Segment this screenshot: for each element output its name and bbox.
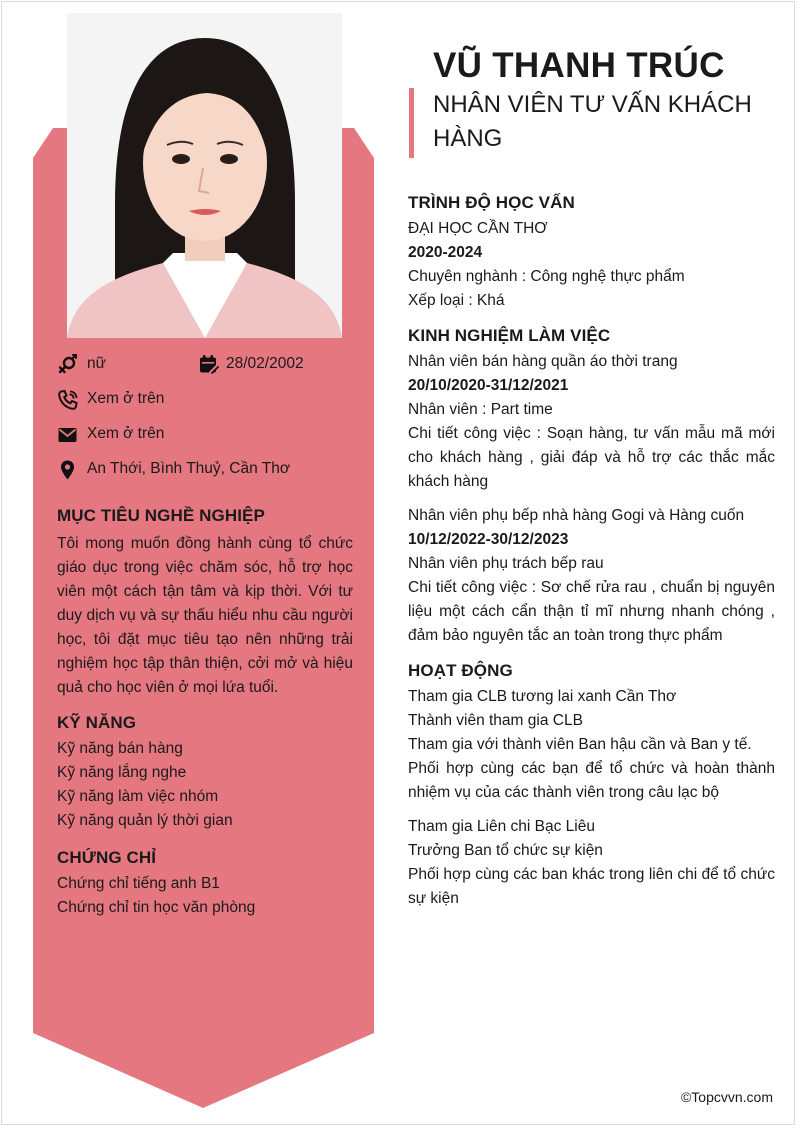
experience-item xyxy=(408,350,775,494)
education-school: ĐẠI HỌC CẦN THƠ xyxy=(408,220,548,237)
experience-company: Nhân viên bán hàng quần áo thời trang xyxy=(408,353,678,370)
activity-name: Tham gia Liên chi Bạc Liêu xyxy=(408,818,595,835)
skills-heading: KỸ NĂNG xyxy=(57,713,137,732)
profile-photo xyxy=(67,13,342,338)
gender-icon xyxy=(57,354,79,376)
experience-detail: Chi tiết công việc : Soạn hàng, tư vấn mẫu mã mới cho khách hàng , giải đáp và hỗ trợ các thắc mắc khách hàng xyxy=(408,425,775,490)
location-icon xyxy=(57,459,79,481)
activities-heading: HOẠT ĐỘNG xyxy=(408,661,513,680)
skill-item: Kỹ năng làm việc nhóm xyxy=(57,788,219,805)
education-section xyxy=(408,192,775,313)
experience-item xyxy=(408,504,775,648)
activity-detail: Phối hợp cùng các bạn để tổ chức và hoàn thành nhiệm vụ của các thành viên trong câu lạc bộ xyxy=(408,760,775,801)
skills-section xyxy=(57,712,353,833)
objective-section xyxy=(57,505,353,700)
job-title: NHÂN VIÊN TƯ VẤN KHÁCH HÀNG xyxy=(433,91,752,152)
candidate-name: VŨ THANH TRÚC xyxy=(433,46,725,85)
experience-detail: Chi tiết công việc : Sơ chế rửa rau , chuẩn bị nguyên liệu một cách cẩn thận tỉ mĩ nhưng nhanh chóng , đảm bảo nguyên tắc an toàn trong thực phẩm xyxy=(408,579,775,644)
email-value: Xem ở trên xyxy=(87,425,165,442)
activity-line: Tham gia với thành viên Ban hậu cần và Ban y tế. xyxy=(408,736,752,753)
activity-name: Tham gia CLB tương lai xanh Cần Thơ xyxy=(408,688,677,705)
activity-detail: Phối hợp cùng các ban khác trong liên chi để tổ chức sự kiện xyxy=(408,866,775,907)
experience-period: 10/12/2022-30/12/2023 xyxy=(408,531,569,548)
certificate-item: Chứng chỉ tin học văn phòng xyxy=(57,899,256,916)
skill-item: Kỹ năng lắng nghe xyxy=(57,764,187,781)
activity-role: Trưởng Ban tổ chức sự kiện xyxy=(408,842,603,859)
education-grade: Xếp loại : Khá xyxy=(408,292,505,309)
title-accent-bar xyxy=(409,88,414,158)
education-period: 2020-2024 xyxy=(408,244,483,261)
activity-role: Thành viên tham gia CLB xyxy=(408,712,583,729)
certificates-heading: CHỨNG CHỈ xyxy=(57,848,157,867)
calendar-icon xyxy=(198,354,220,376)
skill-item: Kỹ năng quản lý thời gian xyxy=(57,812,233,829)
experience-role: Nhân viên : Part time xyxy=(408,401,553,418)
objective-text: Tôi mong muốn đồng hành cùng tổ chức giáo dục trong việc chăm sóc, hỗ trợ học viên một cách tận tâm và kịp thời. Với tư duy dịch vụ và sự thấu hiểu nhu cầu người học, tôi đặt mục tiêu tạo nên những trải nghiệm học tập thân thiện, cởi mở và hiệu quả cho học viên ở mọi lứa tuổi. xyxy=(57,535,353,696)
activity-item xyxy=(408,685,775,805)
certificates-section xyxy=(57,847,353,920)
experience-period: 20/10/2020-31/12/2021 xyxy=(408,377,569,394)
gender-value: nữ xyxy=(87,355,106,372)
skill-item: Kỹ năng bán hàng xyxy=(57,740,183,757)
email-icon xyxy=(57,424,79,446)
experience-section xyxy=(408,325,775,648)
activity-item xyxy=(408,815,775,911)
experience-role: Nhân viên phụ trách bếp rau xyxy=(408,555,604,572)
contact-row-email xyxy=(57,422,377,448)
education-major: Chuyên nghành : Công nghệ thực phẩm xyxy=(408,268,685,285)
activities-section xyxy=(408,660,775,911)
certificate-item: Chứng chỉ tiếng anh B1 xyxy=(57,875,220,892)
experience-heading: KINH NGHIỆM LÀM VIỆC xyxy=(408,326,611,345)
objective-heading: MỤC TIÊU NGHỀ NGHIỆP xyxy=(57,506,265,525)
footer-copyright[interactable]: ©Topcvvn.com xyxy=(680,1089,773,1105)
phone-icon xyxy=(57,389,79,411)
contact-row-address xyxy=(57,457,377,483)
address-value: An Thới, Bình Thuỷ, Cần Thơ xyxy=(87,460,290,477)
education-heading: TRÌNH ĐỘ HỌC VẤN xyxy=(408,193,575,212)
phone-value: Xem ở trên xyxy=(87,390,165,407)
dob-value: 28/02/2002 xyxy=(226,355,304,372)
experience-company: Nhân viên phụ bếp nhà hàng Gogi và Hàng cuốn xyxy=(408,507,745,524)
contact-row-personal xyxy=(57,352,377,378)
contact-row-phone xyxy=(57,387,377,413)
